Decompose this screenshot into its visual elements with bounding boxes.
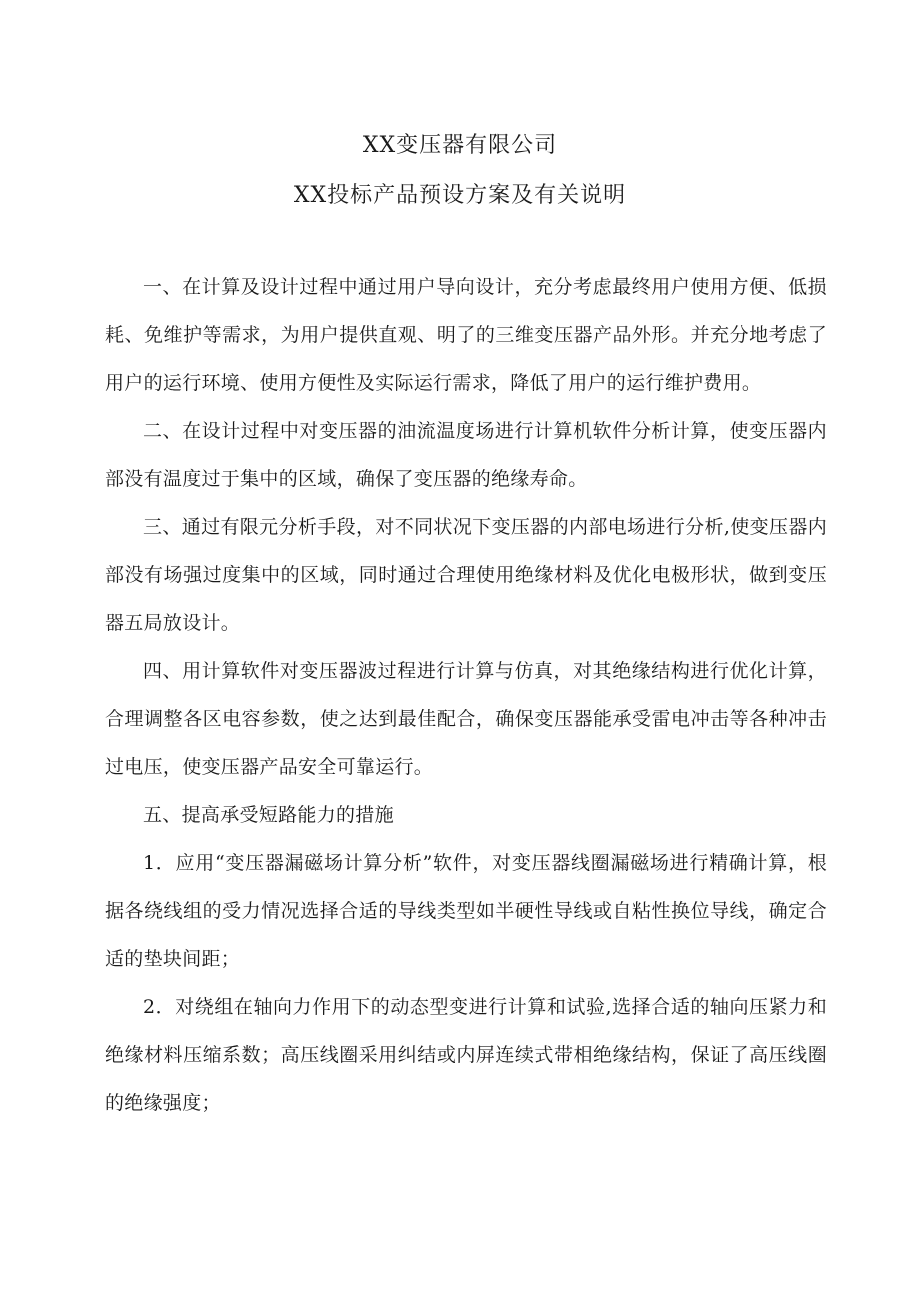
paragraph-3: 三、通过有限元分析手段，对不同状况下变压器的内部电场进行分析,使变压器内部没有场强过度集中的区域，同时通过合理使用绝缘材料及优化电极形状，做到变压器五局放设计。 [105,516,827,634]
paragraph-5-heading: 五、提高承受短路能力的措施 [143,804,394,826]
paragraph-5-item-1: 1．应用“变压器漏磁场计算分析”软件，对变压器线圈漏磁场进行精确计算，根据各绕线组的受力情况选择合适的导线类型如半硬性导线或自粘性换位导线，确定合适的垫块间距； [105,852,827,970]
company-title: XX变压器有限公司 [362,133,558,158]
document-title: XX投标产品预设方案及有关说明 [293,183,627,208]
paragraph-1: 一、在计算及设计过程中通过用户导向设计，充分考虑最终用户使用方便、低损耗、免维护等需求，为用户提供直观、明了的三维变压器产品外形。并充分地考虑了用户的运行环境、使用方便性及实际运行需求，降低了用户的运行维护费用。 [105,276,827,394]
paragraph-5-item-2: 2．对绕组在轴向力作用下的动态型变进行计算和试验,选择合适的轴向压紧力和绝缘材料压缩系数；高压线圈采用纠结或内屏连续式带相绝缘结构，保证了高压线圈的绝缘强度； [105,996,827,1114]
document-body [105,263,827,1127]
paragraph-2: 二、在设计过程中对变压器的油流温度场进行计算机软件分析计算，使变压器内部没有温度过于集中的区域，确保了变压器的绝缘寿命。 [105,420,827,490]
paragraph-4: 四、用计算软件对变压器波过程进行计算与仿真，对其绝缘结构进行优化计算，合理调整各区电容参数，使之达到最佳配合，确保变压器能承受雷电冲击等各种冲击过电压，使变压器产品安全可靠运行。 [105,660,827,778]
